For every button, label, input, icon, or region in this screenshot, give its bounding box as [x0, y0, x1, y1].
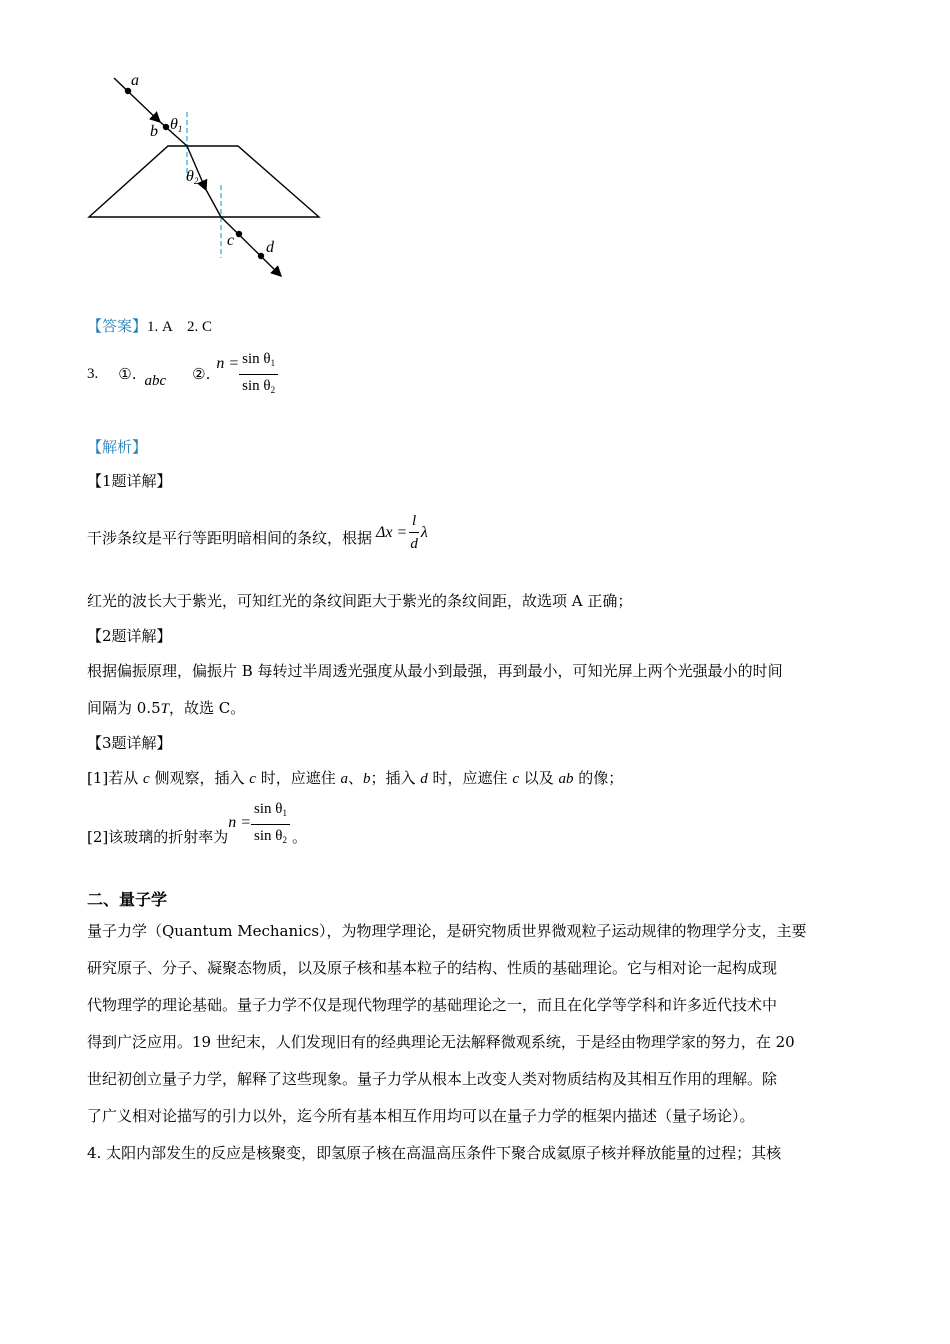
q3-formula-fraction: $\frac{\sin \theta_1}{\sin \theta_2}$	[239, 349, 278, 400]
q1-title: 【1题详解】	[87, 472, 172, 490]
q1-formula	[376, 511, 428, 554]
q1-line2: 红光的波长大于紫光，可知红光的条纹间距大于紫光的条纹间距，故选项 A 正确；	[87, 592, 633, 610]
pin-d	[258, 253, 264, 259]
paragraph-line: 得到广泛应用。19 世纪末，人们发现旧有的经典理论无法解释微观系统，于是经由物理学家的努力，在 20	[87, 1033, 795, 1051]
q3-part2-marker: ②.	[192, 365, 211, 383]
q1-formula-lhs: Δx =	[376, 523, 408, 541]
label-a: a	[131, 72, 139, 89]
q1-line1-text: 干涉条纹是平行等距明暗相间的条纹，根据	[87, 529, 373, 547]
answer-text: 1. A 2. C	[147, 319, 213, 335]
q2-line2: 间隔为 0.5T，故选 C。	[87, 699, 246, 717]
q1-formula-denominator: d	[410, 536, 418, 552]
q3-title: 【3题详解】	[87, 734, 172, 752]
answer-line	[87, 315, 212, 336]
q3-line2-formula-lhs: n =	[228, 814, 252, 831]
q3-line2-text: [2]该玻璃的折射率为	[87, 827, 229, 846]
q3-line1: [1]若从 c 侧观察，插入 c 时，应遮住 a、b；插入 d 时，应遮住 c 以及 ab 的像；	[87, 769, 624, 787]
pin-b	[163, 124, 169, 130]
label-theta1: $\theta_1$	[170, 116, 183, 134]
q3-formula-denominator: sin θ	[242, 377, 271, 394]
answer-tag: 【答案】	[87, 317, 148, 335]
section-paragraph	[87, 913, 807, 1172]
q3-formula-numerator: sin θ	[242, 350, 271, 367]
answer-q3-line	[87, 348, 278, 400]
glass-trapezoid	[89, 146, 319, 217]
label-d: d	[266, 239, 274, 256]
pin-c	[236, 231, 242, 237]
label-c: c	[227, 232, 235, 249]
paragraph-line: 代物理学的理论基础。量子力学不仅是现代物理学的基础理论之一，而且在化学等学科和许多近代技术中	[87, 996, 778, 1014]
section-heading: 二、量子学	[87, 890, 168, 909]
question-4-line: 4. 太阳内部发生的反应是核聚变，即氢原子核在高温高压条件下聚合成氦原子核并释放能量的过程；其核	[87, 1144, 782, 1162]
q3-part1-value: abc	[144, 372, 167, 389]
q3-line2	[87, 797, 307, 851]
q3-line2-period: 。	[292, 827, 308, 846]
analysis-tag: 【解析】	[87, 438, 148, 456]
q2-line1: 根据偏振原理，偏振片 B 每转过半周透光强度从最小到最强，再到最小，可知光屏上两个光强最小的时间	[87, 662, 783, 680]
refraction-diagram	[80, 68, 340, 288]
label-theta2: $\theta_2$	[186, 168, 199, 186]
q3-number: 3.	[87, 365, 99, 382]
q1-line1	[87, 504, 428, 552]
q3-formula-lhs: n =	[216, 355, 240, 372]
paragraph-line: 世纪初创立量子力学，解释了这些现象。量子力学从根本上改变人类对物质结构及其相互作用的理解。除	[87, 1070, 778, 1088]
q2-title: 【2题详解】	[87, 627, 172, 645]
q1-formula-lambda: λ	[420, 523, 428, 541]
paragraph-line: 量子力学（Quantum Mechanics），为物理学理论，是研究物质世界微观粒子运动规律的物理学分支，主要	[87, 922, 807, 940]
paragraph-line: 了广义相对论描写的引力以外，迄今所有基本相互作用均可以在量子力学的框架内描述（量子场论）。	[87, 1107, 755, 1125]
q1-formula-numerator: l	[409, 511, 419, 533]
q3-line2-formula-fraction: $\frac{\sin \theta_1}{\sin \theta_2}$	[251, 799, 290, 850]
paragraph-line: 研究原子、分子、凝聚态物质，以及原子核和基本粒子的结构、性质的基础理论。它与相对论一起构成现	[87, 959, 778, 977]
q3-part1-marker: ①.	[118, 365, 137, 383]
label-b: b	[150, 123, 158, 140]
